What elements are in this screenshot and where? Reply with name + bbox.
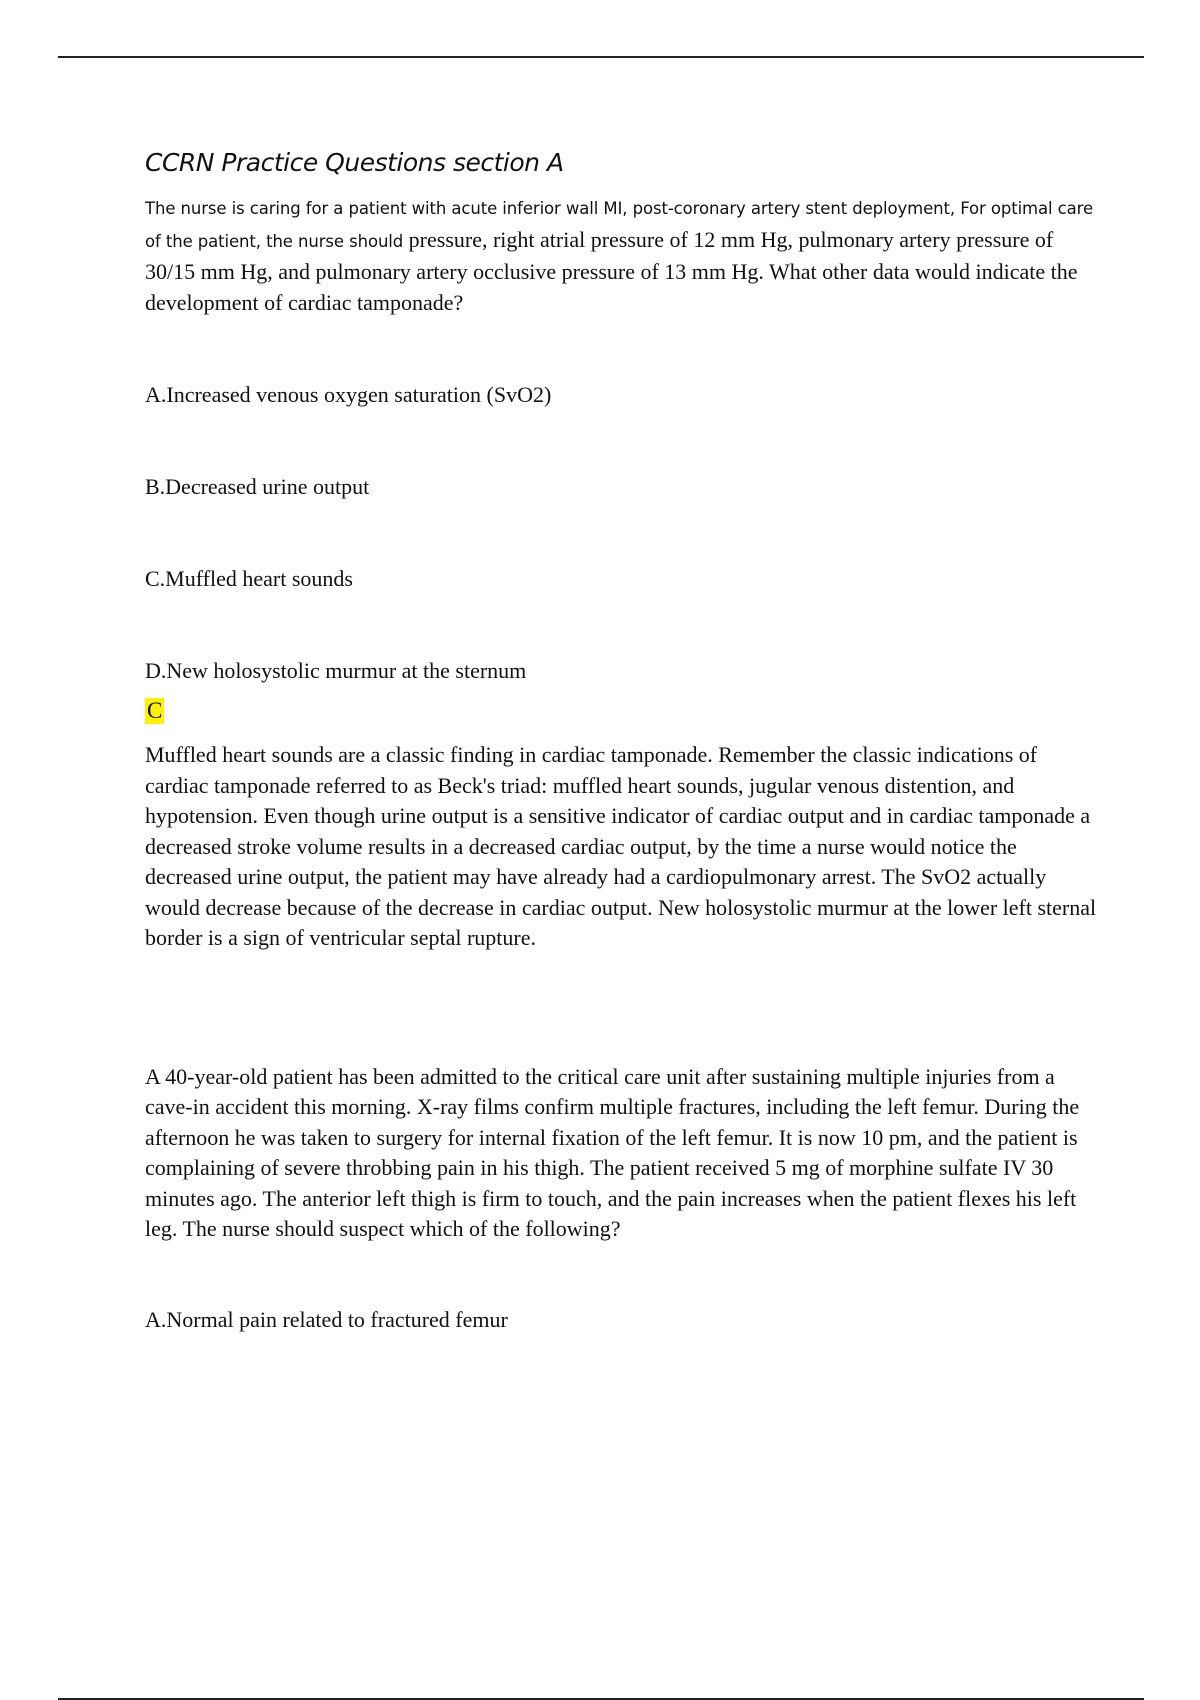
top-rule [58,56,1144,58]
question-2-stem: A 40-year-old patient has been admitted to the critical care unit after sustaining multiple injuries from a cave-in accident this morning. X-ray films confirm multiple fractures, including the left femur. During the afternoon he was taken to surgery for internal fixation of the left femur. It is now 10 pm, and the patient is complaining of severe throbbing pain in his thigh. The patient received 5 mg of morphine sulfate IV 30 minutes ago. The anterior left thigh is firm to touch, and the pain increases when the patient flexes his left leg. The nurse should suspect which of the following? [145,1063,1080,1241]
question-1-stem-lead: The nurse is caring for a patient with acute inferior wall MI, post-coronary artery stent deployment, For optimal care of the patient, the nurse should [145,199,1094,251]
question-2-option-a: A.Normal pain related to fractured femur [145,1306,508,1332]
question-1-answer-highlight: C [147,698,163,723]
document-body [145,146,1105,1335]
question-2 [145,1062,1105,1335]
question-1-option-c: C.Muffled heart sounds [145,566,353,591]
question-1-option-a: A.Increased venous oxygen saturation (SvO2) [145,382,552,407]
question-1-stem-rest: pressure, right atrial pressure of 12 mm Hg, pulmonary artery pressure of 30/15 mm Hg, and pulmonary artery occlusive pressure of 13 mm Hg. What other data would indicate the development of cardiac tamponade? [145,226,1078,315]
question-1-stem [145,192,1105,318]
question-1-explanation: Muffled heart sounds are a classic finding in cardiac tamponade. Remember the classic indications of cardiac tamponade referred to as Beck's triad: muffled heart sounds, jugular venous distention, and hypotension. Even though urine output is a sensitive indicator of cardiac output and in cardiac tamponade a decreased stroke volume results in a decreased cardiac output, by the time a nurse would notice the decreased urine output, the patient may have already had a cardiopulmonary arrest. The SvO2 actually would decrease because of the decrease in cardiac output. New holosystolic murmur at the lower left sternal border is a sign of ventricular septal rupture. [145,742,1097,950]
question-1 [145,192,1105,954]
question-1-option-b: B.Decreased urine output [145,474,370,499]
question-1-option-d: D.New holosystolic murmur at the sternum [145,658,527,683]
page-title: CCRN Practice Questions section A [145,148,564,177]
question-1-answer-row [145,698,1105,724]
